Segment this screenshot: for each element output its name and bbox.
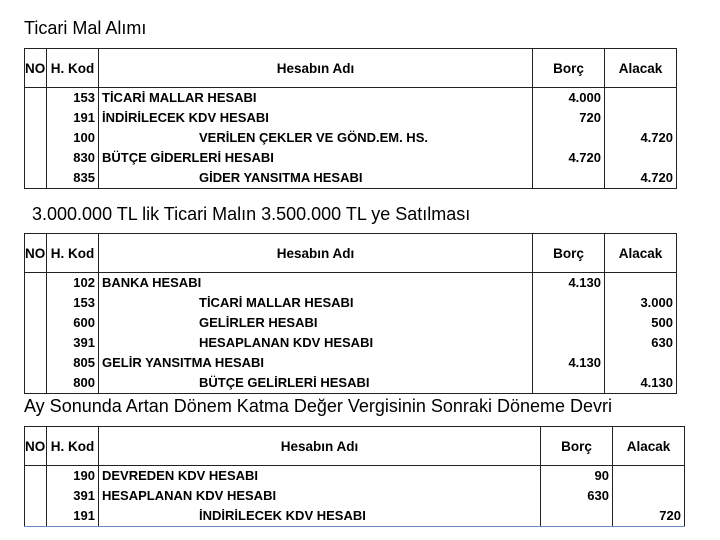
row-code: 153: [47, 293, 99, 313]
row-debit: [533, 333, 605, 353]
row-credit: 630: [605, 333, 677, 353]
row-account-name: İNDİRİLECEK KDV HESABI: [99, 108, 533, 128]
table-row: [25, 128, 677, 148]
row-credit: [605, 273, 677, 294]
row-account-name: GİDER YANSITMA HESABI: [99, 168, 533, 189]
table-header-row: [25, 49, 677, 88]
row-code: 102: [47, 273, 99, 294]
row-no: [25, 293, 47, 313]
row-code: 191: [47, 506, 99, 527]
header-no: NO: [25, 234, 47, 273]
row-code: 191: [47, 108, 99, 128]
table-row: [25, 273, 677, 294]
row-debit: 720: [533, 108, 605, 128]
header-debit: Borç: [533, 49, 605, 88]
row-code: 100: [47, 128, 99, 148]
row-no: [25, 273, 47, 294]
header-debit: Borç: [533, 234, 605, 273]
row-credit: 4.720: [605, 128, 677, 148]
header-credit: Alacak: [605, 234, 677, 273]
table-row: [25, 168, 677, 189]
row-no: [25, 466, 47, 487]
row-debit: 4.720: [533, 148, 605, 168]
row-credit: [613, 466, 685, 487]
row-code: 190: [47, 466, 99, 487]
section-1-title: Ticari Mal Alımı: [24, 18, 147, 38]
row-no: [25, 373, 47, 394]
row-no: [25, 353, 47, 373]
row-code: 391: [47, 486, 99, 506]
row-no: [25, 486, 47, 506]
section-3-title: Ay Sonunda Artan Dönem Katma Değer Vergisinin Sonraki Döneme Devri: [24, 396, 612, 416]
row-no: [25, 168, 47, 189]
table-row: [25, 293, 677, 313]
journal-table-3: [24, 426, 685, 527]
row-credit: [605, 353, 677, 373]
row-debit: [541, 506, 613, 527]
row-code: 835: [47, 168, 99, 189]
header-credit: Alacak: [613, 427, 685, 466]
table-row: [25, 353, 677, 373]
row-account-name: GELİR YANSITMA HESABI: [99, 353, 533, 373]
journal-table-1: [24, 48, 677, 189]
row-account-name: VERİLEN ÇEKLER VE GÖND.EM. HS.: [99, 128, 533, 148]
journal-table-2: [24, 233, 677, 394]
row-credit: [613, 486, 685, 506]
header-code: H. Kod: [47, 427, 99, 466]
row-no: [25, 108, 47, 128]
row-no: [25, 333, 47, 353]
header-no: NO: [25, 49, 47, 88]
row-debit: 90: [541, 466, 613, 487]
table-row: [25, 333, 677, 353]
section-2-title: 3.000.000 TL lik Ticari Malın 3.500.000 TL ye Satılması: [32, 204, 471, 224]
row-account-name: GELİRLER HESABI: [99, 313, 533, 333]
row-account-name: HESAPLANAN KDV HESABI: [99, 486, 541, 506]
row-credit: 4.130: [605, 373, 677, 394]
row-account-name: TİCARİ MALLAR HESABI: [99, 293, 533, 313]
row-account-name: İNDİRİLECEK KDV HESABI: [99, 506, 541, 527]
row-credit: 3.000: [605, 293, 677, 313]
row-account-name: BANKA HESABI: [99, 273, 533, 294]
row-no: [25, 148, 47, 168]
row-debit: 630: [541, 486, 613, 506]
row-debit: [533, 373, 605, 394]
row-account-name: BÜTÇE GİDERLERİ HESABI: [99, 148, 533, 168]
row-code: 600: [47, 313, 99, 333]
header-code: H. Kod: [47, 234, 99, 273]
row-debit: [533, 293, 605, 313]
table-row: [25, 486, 685, 506]
header-code: H. Kod: [47, 49, 99, 88]
row-code: 800: [47, 373, 99, 394]
row-account-name: BÜTÇE GELİRLERİ HESABI: [99, 373, 533, 394]
table-row: [25, 148, 677, 168]
row-credit: 500: [605, 313, 677, 333]
row-code: 391: [47, 333, 99, 353]
header-debit: Borç: [541, 427, 613, 466]
row-no: [25, 506, 47, 527]
table-row: [25, 506, 685, 527]
row-debit: 4.130: [533, 273, 605, 294]
row-no: [25, 313, 47, 333]
table-row: [25, 88, 677, 109]
row-credit: [605, 148, 677, 168]
row-code: 153: [47, 88, 99, 109]
header-credit: Alacak: [605, 49, 677, 88]
row-credit: [605, 108, 677, 128]
header-no: NO: [25, 427, 47, 466]
row-debit: 4.130: [533, 353, 605, 373]
table-row: [25, 373, 677, 394]
table-row: [25, 108, 677, 128]
table-row: [25, 466, 685, 487]
row-code: 830: [47, 148, 99, 168]
row-debit: [533, 128, 605, 148]
row-credit: 4.720: [605, 168, 677, 189]
row-account-name: TİCARİ MALLAR HESABI: [99, 88, 533, 109]
row-debit: [533, 168, 605, 189]
row-debit: 4.000: [533, 88, 605, 109]
row-credit: 720: [613, 506, 685, 527]
header-name: Hesabın Adı: [99, 234, 533, 273]
row-code: 805: [47, 353, 99, 373]
table-header-row: [25, 234, 677, 273]
row-account-name: DEVREDEN KDV HESABI: [99, 466, 541, 487]
row-no: [25, 88, 47, 109]
table-header-row: [25, 427, 685, 466]
header-name: Hesabın Adı: [99, 49, 533, 88]
table-row: [25, 313, 677, 333]
row-debit: [533, 313, 605, 333]
row-credit: [605, 88, 677, 109]
row-account-name: HESAPLANAN KDV HESABI: [99, 333, 533, 353]
row-no: [25, 128, 47, 148]
header-name: Hesabın Adı: [99, 427, 541, 466]
